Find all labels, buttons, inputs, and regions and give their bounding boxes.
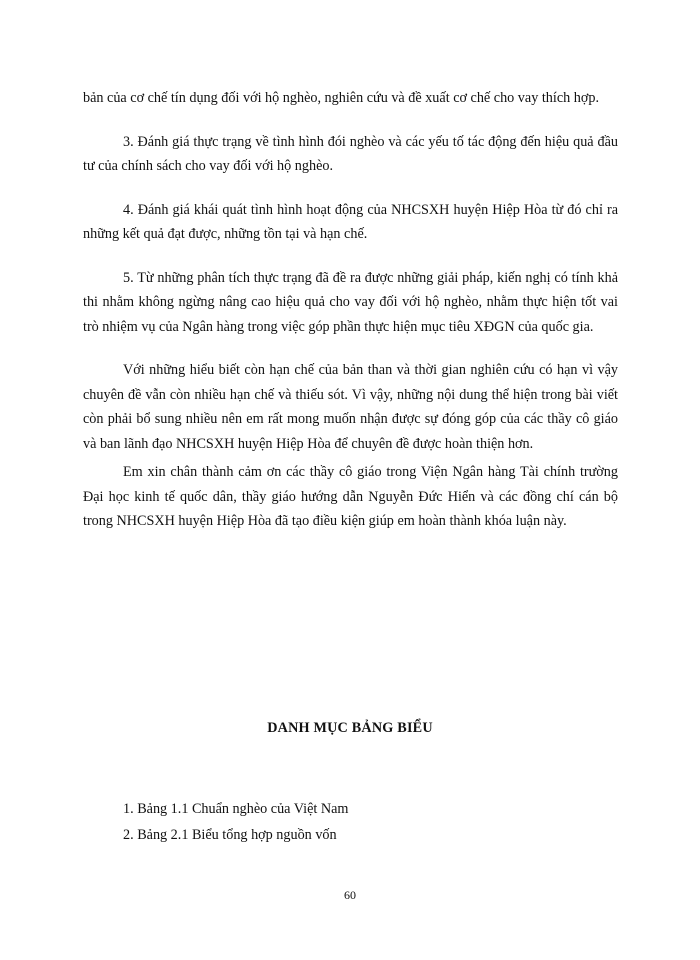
paragraph-item-4: 4. Đánh giá khái quát tình hình hoạt động của NHCSXH huyện Hiệp Hòa từ đó chỉ ra những kết quả đạt được, những tồn tại và hạn chế. (83, 201, 618, 242)
section-heading: DANH MỤC BẢNG BIỂU (267, 720, 433, 736)
table-list-item: 2. Bảng 2.1 Biểu tổng hợp nguồn vốn (123, 827, 337, 843)
paragraph-acknowledgement: Em xin chân thành cảm ơn các thầy cô giáo trong Viện Ngân hàng Tài chính trường Đại học kinh tế quốc dân, thầy giáo hướng dẫn Nguyễn Đức Hiển và các đồng chí cán bộ trong NHCSXH huyện Hiệp Hòa đã tạo điều kiện giúp em hoàn thành khóa luận này. (83, 464, 618, 529)
paragraph-item-5: 5. Từ những phân tích thực trạng đã đề ra được những giải pháp, kiến nghị có tính khả thi nhằm không ngừng nâng cao hiệu quả cho vay đối với hộ nghèo, nhằm thực hiện tốt vai trò nhiệm vụ của Ngân hàng trong việc góp phần thực hiện mục tiêu XĐGN của quốc gia. (83, 269, 618, 335)
page-number: 60 (344, 888, 356, 902)
paragraph-limitations: Với những hiểu biết còn hạn chế của bản than và thời gian nghiên cứu có hạn vì vậy chuyên đề vẫn còn nhiều hạn chế và thiếu sót. Vì vậy, những nội dung thể hiện trong bài viết còn phải bổ sung nhiều nên em rất mong muốn nhận được sự đóng góp của các thầy cô giáo và ban lãnh đạo NHCSXH huyện Hiệp Hòa để chuyên đề được hoàn thiện hơn. (83, 362, 618, 452)
paragraph-continuation: bản của cơ chế tín dụng đối với hộ nghèo, nghiên cứu và đề xuất cơ chế cho vay thích hợp. (83, 90, 599, 106)
body-text (83, 86, 618, 534)
paragraph-item-3: 3. Đánh giá thực trạng về tình hình đói nghèo và các yếu tố tác động đến hiệu quả đầu tư của chính sách cho vay đối với hộ nghèo. (83, 133, 618, 174)
table-list-item: 1. Bảng 1.1 Chuẩn nghèo của Việt Nam (123, 801, 349, 817)
table-list (123, 796, 603, 848)
